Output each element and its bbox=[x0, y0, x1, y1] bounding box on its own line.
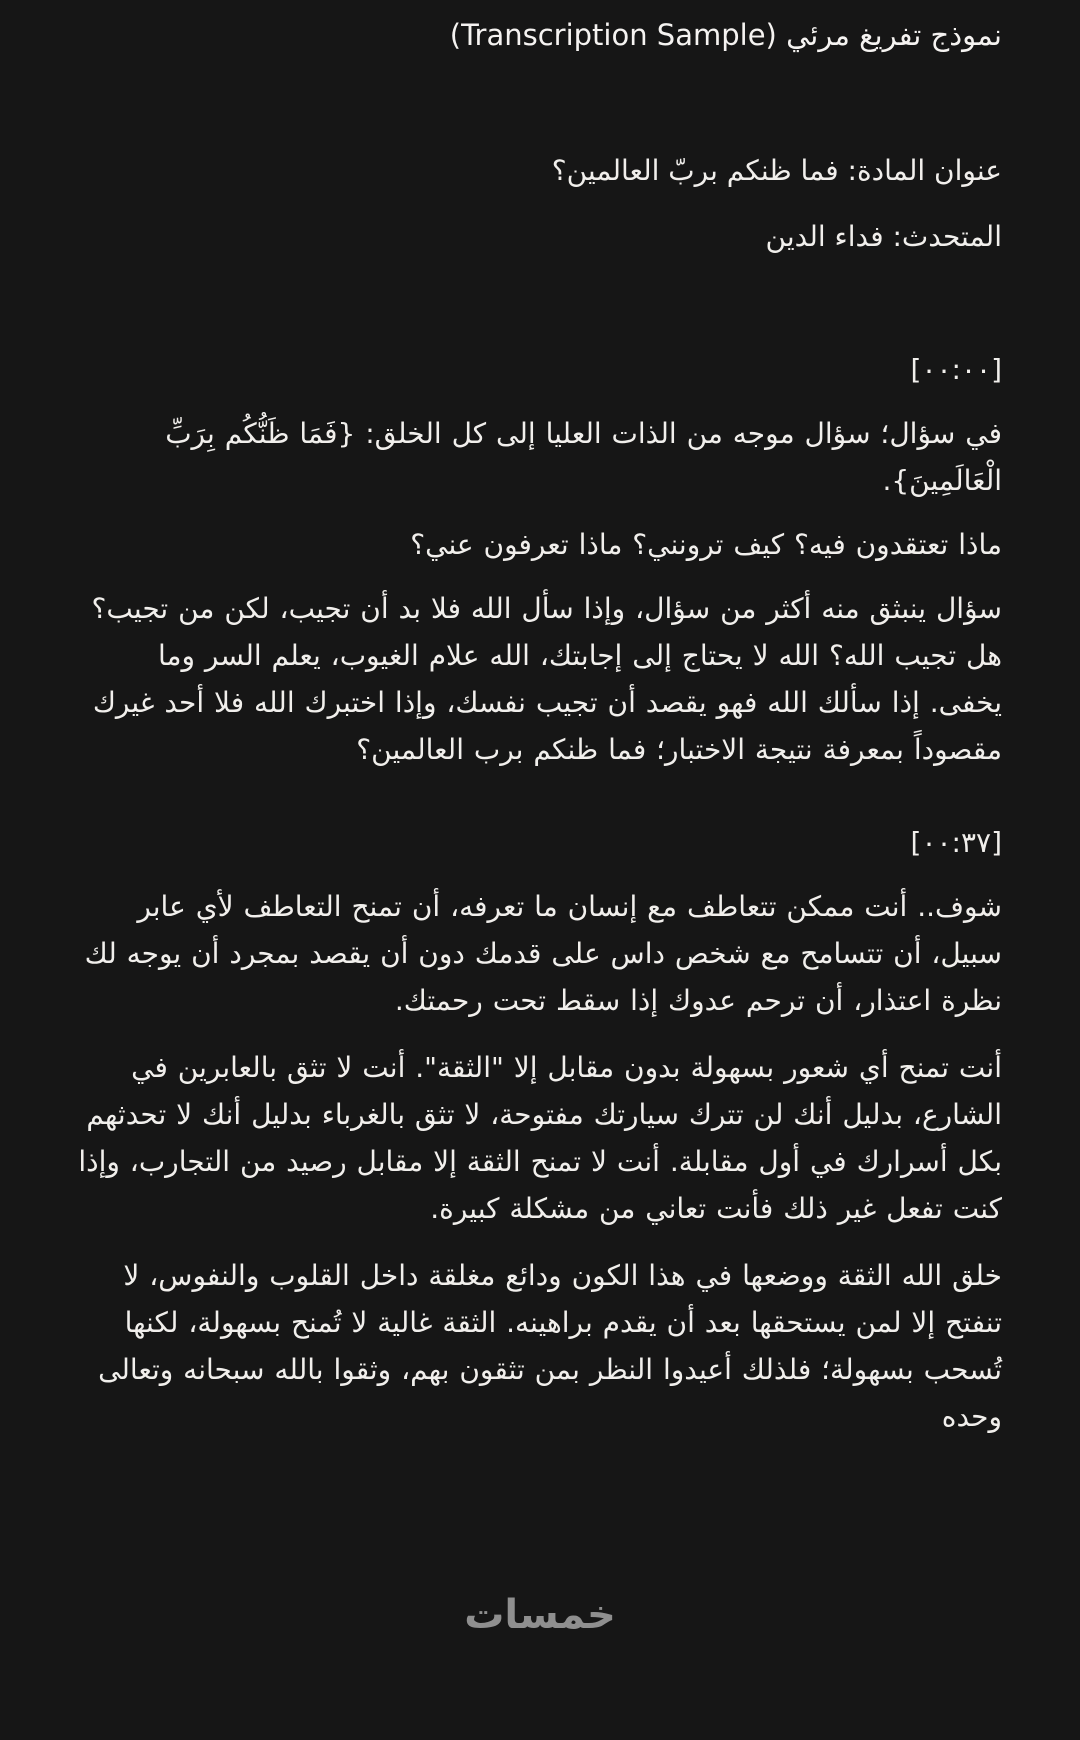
transcript-paragraph: ماذا تعتقدون فيه؟ كيف ترونني؟ ماذا تعرفون عني؟ bbox=[410, 528, 1002, 561]
transcript-paragraph: خلق الله الثقة ووضعها في هذا الكون ودائع مغلقة داخل القلوب والنفوس، لا تنفتح إلا لمن يستحقها بعد أن يقدم براهينه. الثقة غالية لا تُمنح بسهولة، لكنها تُسحب بسهولة؛ فلذلك أعيدوا النظر بمن تثقون بهم، وثقوا بالله سبحانه وتعالى وحده bbox=[98, 1259, 1002, 1433]
timestamp-line-2 bbox=[78, 819, 1002, 866]
transcript-paragraph: أنت تمنح أي شعور بسهولة بدون مقابل إلا "الثقة". أنت لا تثق بالعابرين في الشارع، بدليل أنك لن تترك سيارتك مفتوحة، لا تثق بالغرباء بدليل أنك لا تحدثهم بكل أسرارك في أول مقابلة. أنت لا تمنح الثقة إلا مقابل رصيد من التجارب، وإذا كنت تفعل غير ذلك فأنت تعاني من مشكلة كبيرة. bbox=[78, 1051, 1002, 1225]
timestamp-text: [٠٠:٣٧] bbox=[910, 826, 1002, 859]
material-title-line: عنوان المادة: فما ظنكم بربّ العالمين؟ bbox=[551, 154, 1002, 187]
page-title: نموذج تفريغ مرئي (Transcription Sample) bbox=[449, 18, 1002, 52]
transcript-paragraph: سؤال ينبثق منه أكثر من سؤال، وإذا سأل الله فلا بد أن تجيب، لكن من تجيب؟ هل تجيب الله؟ الله لا يحتاج إلى إجابتك، الله علام الغيوب، يعلم السر وما يخفى. إذا سألك الله فهو يقصد أن تجيب نفسك، وإذا اختبرك الله فلا أحد غيرك مقصوداً بمعرفة نتيجة الاختبار؛ فما ظنكم برب العالمين؟ bbox=[91, 592, 1002, 766]
khamsat-logo: خمسات bbox=[464, 1592, 616, 1638]
timestamp-line-1 bbox=[78, 346, 1002, 393]
timestamp-text: [٠٠:٠٠] bbox=[910, 353, 1002, 386]
transcript-paragraph: في سؤال؛ سؤال موجه من الذات العليا إلى كل الخلق: {فَمَا ظَنُّكُم بِرَبِّ الْعَالَمِينَ}. bbox=[165, 417, 1002, 497]
speaker-line: المتحدث: فداء الدين bbox=[765, 220, 1002, 253]
transcript-paragraph: شوف.. أنت ممكن تتعاطف مع إنسان ما تعرفه، أن تمنح التعاطف لأي عابر سبيل، أن تتسامح مع شخص داس على قدمك دون أن يقصد بمجرد أن يوجه لك نظرة اعتذار، أن ترحم عدوك إذا سقط تحت رحمتك. bbox=[84, 890, 1002, 1017]
